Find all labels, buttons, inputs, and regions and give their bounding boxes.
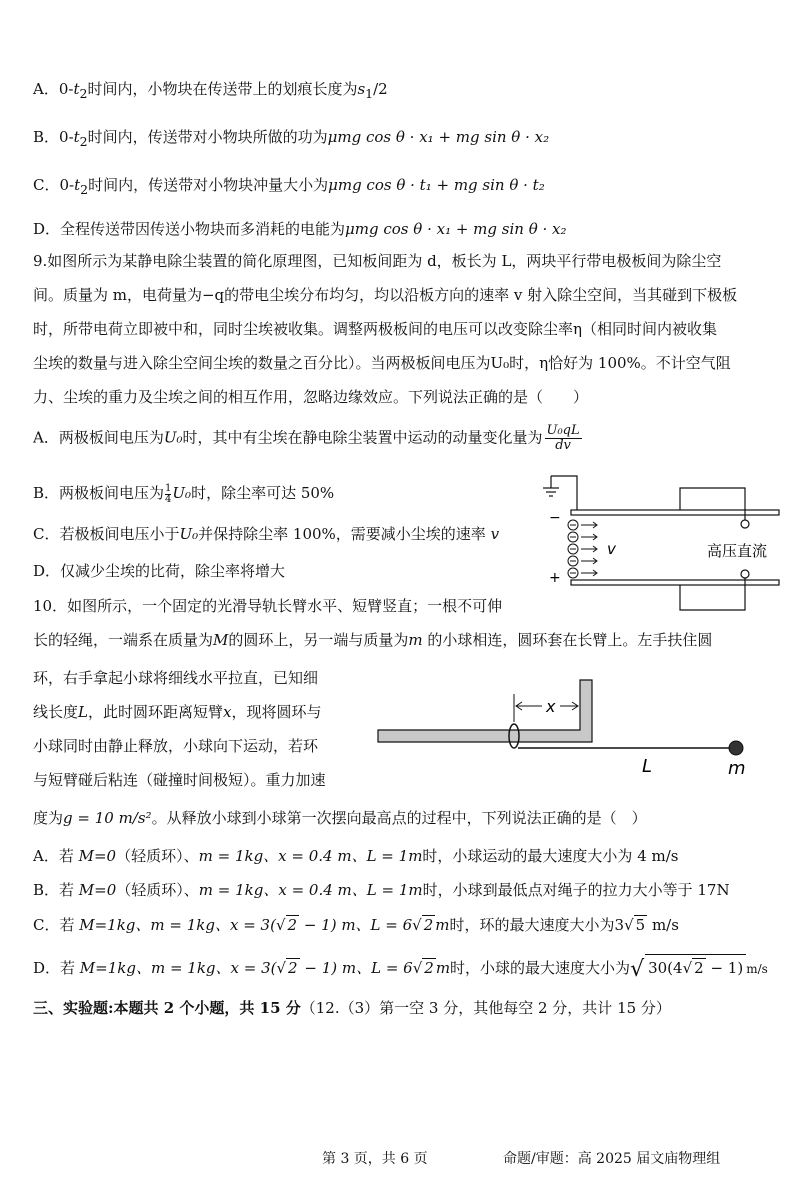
footer-author: 命题/审题：高 2025 届文庙物理组 [503, 1151, 721, 1167]
rail [378, 680, 592, 742]
q9-option-c: C．若极板间电压小于U₀并保持除尘率 100%，需要减小尘埃的速率 v [33, 525, 500, 543]
electrostatic-precipitator-diagram [535, 470, 780, 630]
terminal-bottom [741, 570, 749, 578]
q10-stem-line3: 环，右手拿起小球将细线水平拉直，已知细 [33, 669, 319, 687]
velocity-label: v [607, 540, 616, 558]
momentum-fraction: $\frac{\text{U₀qL}}{dv}$ [546, 423, 580, 453]
q9-option-b: B．两极板间电压为 $\frac{1}{4}U_0$时，除尘率可达 50% [33, 482, 335, 505]
rail-ring-ball-diagram [370, 672, 780, 782]
q9-stem-line3: 时，所带电荷立即被中和，同时尘埃被收集。调整两极板间的电压可以改变除尘率η（相同时间内被收集 [33, 320, 717, 338]
m-label: m [728, 758, 746, 779]
q9-stem-line4: 尘埃的数量与进入除尘空间尘埃的数量之百分比）。当两极板间电压为U₀时，η恰好为 100%。不计空气阻 [33, 354, 731, 372]
q8-option-b: B．$0-t_2$时间内，传送带对小物块所做的功为μmg cos θ · x₁ + mg sin θ · x₂ [33, 128, 550, 149]
terminal-top [741, 520, 749, 528]
q10-stem-line5: 小球同时由静止释放，小球向下运动，若环 [33, 737, 319, 755]
q10-stem-line1: 10．如图所示，一个固定的光滑导轨长臂水平、短臂竖直；一根不可伸 [33, 597, 503, 615]
q10-option-d: D．若 M=1kg、m = 1kg、x = 3(√ 2 − 1) m、L = 6√ 2 m时，小球的最大速度大小为√ 30(4√ 2 − 1) m/s [33, 954, 768, 981]
q10-stem-line2: 长的轻绳，一端系在质量为M的圆环上，另一端与质量为m 的小球相连，圆环套在长臂上。左手扶住圆 [33, 631, 713, 649]
L-label: L [642, 756, 653, 777]
q10-option-b: B．若 M=0（轻质环）、m = 1kg、x = 0.4 m、L = 1m时，小球到最低点对绳子的拉力大小等于 17N [33, 881, 730, 899]
q10-stem-line6: 与短臂碰后粘连（碰撞时间极短）。重力加速 [33, 771, 326, 789]
quarter-fraction: $\frac{1}{4}$ [165, 482, 172, 505]
q10-stem-line4: 线长度L，此时圆环距离短臂x，现将圆环与 [33, 703, 322, 721]
top-plate [571, 510, 779, 515]
plus-sign: + [549, 570, 561, 586]
hv-dc-label: 高压直流 [707, 542, 768, 560]
q10-stem-line7: 度为g = 10 m/s²。从释放小球到小球第一次摆向最高点的过程中，下列说法正确的是（ ） [33, 809, 647, 827]
q10-option-c: C．若 M=1kg、m = 1kg、x = 3(√ 2 − 1) m、L = 6√ 2 m时，环的最大速度大小为3√ 5 m/s [33, 916, 679, 934]
q8-option-a: A．$0-t_2$时间内，小物块在传送带上的划痕长度为$s_1/2$ [33, 80, 388, 101]
max-speed-radical: 30(4√ 2 − 1) [645, 954, 746, 979]
q10-option-a: A．若 M=0（轻质环）、m = 1kg、x = 0.4 m、L = 1m时，小球运动的最大速度大小为 4 m/s [33, 847, 679, 865]
minus-sign: − [549, 510, 561, 526]
q9-stem-line5: 力、尘埃的重力及尘埃之间的相互作用，忽略边缘效应。下列说法正确的是（ ） [33, 388, 589, 406]
q9-option-a: A．两极板间电压为U₀时，其中有尘埃在静电除尘装置中运动的动量变化量为 $\frac{\text{U₀qL}}{dv}$ [33, 423, 580, 453]
q8-option-d: D．全程传送带因传送小物块而多消耗的电能为μmg cos θ · x₁ + mg sin θ · x₂ [33, 220, 567, 238]
q9-stem-line1: 9.如图所示为某静电除尘装置的简化原理图，已知板间距为 d，板长为 L，两块平行带电极板间为除尘空 [33, 252, 722, 270]
dust-particles [568, 520, 597, 578]
q9-option-d: D．仅减少尘埃的比荷，除尘率将增大 [33, 562, 286, 580]
bottom-plate [571, 580, 779, 585]
footer-page-number: 第 3 页，共 6 页 [322, 1151, 428, 1167]
x-label: x [546, 697, 556, 716]
section-3-heading: 三、实验题:本题共 2 个小题，共 15 分（12.（3）第一空 3 分，其他每空 2 分，共计 15 分） [33, 999, 671, 1017]
ground-icon [543, 476, 559, 496]
ball [729, 741, 743, 755]
q8-option-c: C．$0-t_2$时间内，传送带对小物块冲量大小为μmg cos θ · t₁ + mg sin θ · t₂ [33, 176, 545, 197]
q9-stem-line2: 间。质量为 m，电荷量为−q的带电尘埃分布均匀，均以沿板方向的速率 v 射入除尘空间，当其碰到下极板 [33, 286, 738, 304]
